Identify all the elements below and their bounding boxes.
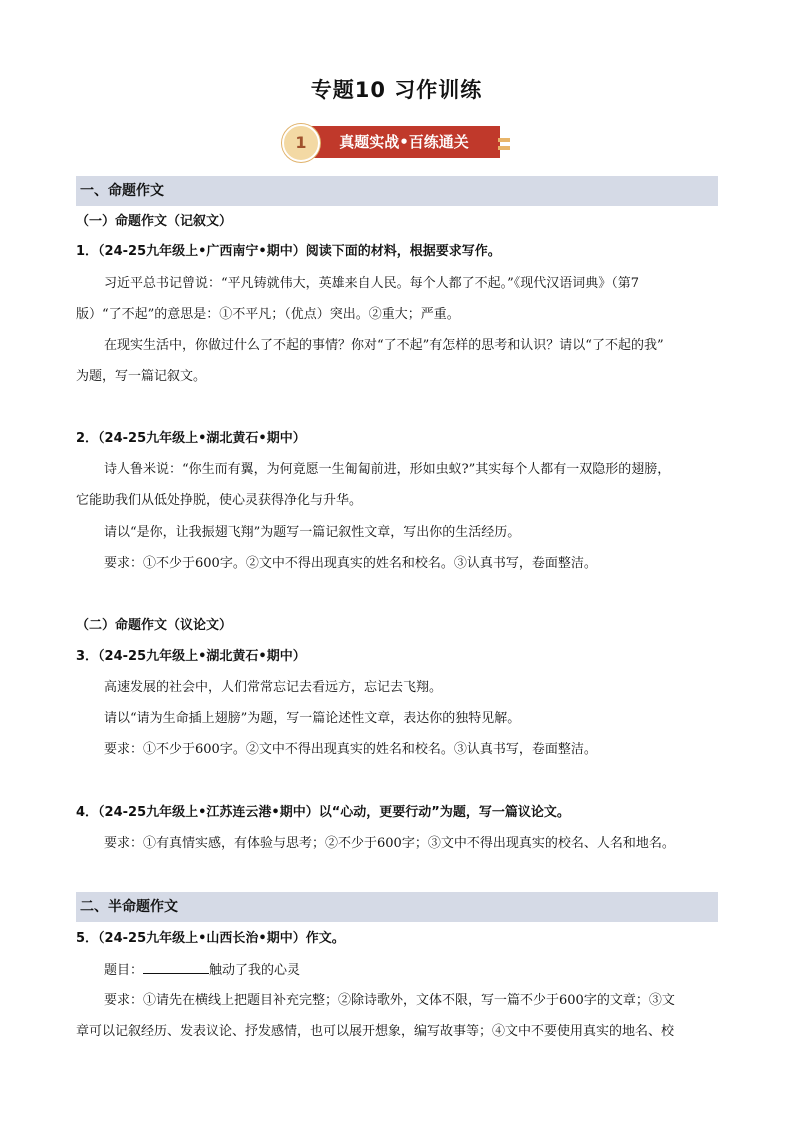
section-heading: 二、半命题作文	[76, 892, 718, 922]
question-heading: 2．（24-25九年级上•湖北黄石•期中）	[76, 431, 306, 446]
topic-prefix: 题目：	[104, 963, 144, 978]
topic-line	[104, 961, 300, 980]
paragraph-line: 在现实生活中，你做过什么了不起的事情？你对“了不起”有怎样的思考和认识？请以“了不起的我”	[104, 338, 664, 353]
section-heading: 一、命题作文	[76, 176, 718, 206]
subsection-heading: （一）命题作文（记叙文）	[76, 214, 233, 229]
banner-decoration	[498, 146, 510, 150]
paragraph-line: 要求：①不少于600字。②文中不得出现真实的姓名和校名。③认真书写，卷面整洁。	[104, 742, 597, 757]
paragraph-line: 诗人鲁米说：“你生而有翼，为何竟愿一生匍匐前进，形如虫蚁?”其实每个人都有一双隐形的翅膀，	[104, 462, 671, 477]
topic-suffix: 触动了我的心灵	[209, 963, 301, 978]
paragraph-line: 为题，写一篇记叙文。	[76, 369, 207, 384]
paragraph-line: 要求：①不少于600字。②文中不得出现真实的姓名和校名。③认真书写，卷面整洁。	[104, 556, 597, 571]
paragraph-line: 高速发展的社会中，人们常常忘记去看远方，忘记去飞翔。	[104, 680, 443, 695]
paragraph-line: 请以“请为生命插上翅膀”为题，写一篇论述性文章，表达你的独特见解。	[104, 711, 521, 726]
paragraph-line: 请以“是你，让我振翅飞翔”为题写一篇记叙性文章，写出你的生活经历。	[104, 525, 521, 540]
question-heading: 1．（24-25九年级上•广西南宁•期中）阅读下面的材料，根据要求写作。	[76, 244, 501, 259]
paragraph-line: 章可以记叙经历、发表议论、抒发感情，也可以展开想象，编写故事等；④文中不要使用真实的地名、校	[76, 1024, 675, 1039]
page-title: 专题10 习作训练	[310, 78, 483, 102]
topic-blank	[143, 961, 209, 974]
banner-number-badge: 1	[282, 124, 320, 162]
paragraph-line: 它能助我们从低处挣脱，使心灵获得净化与升华。	[76, 493, 363, 508]
section-banner	[282, 124, 512, 162]
question-heading: 5．（24-25九年级上•山西长治•期中）作文。	[76, 931, 345, 946]
banner-decoration	[498, 138, 510, 142]
banner-label: 真题实战•百练通关	[300, 126, 500, 158]
question-heading: 3．（24-25九年级上•湖北黄石•期中）	[76, 649, 306, 664]
subsection-heading: （二）命题作文（议论文）	[76, 618, 233, 633]
paragraph-line: 要求：①有真情实感，有体验与思考；②不少于600字；③文中不得出现真实的校名、人名和地名。	[104, 836, 675, 851]
question-heading: 4．（24-25九年级上•江苏连云港•期中）以“心动，更要行动”为题，写一篇议论文。	[76, 805, 570, 820]
paragraph-line: 习近平总书记曾说：“平凡铸就伟大，英雄来自人民。每个人都了不起。”《现代汉语词典》（第7	[104, 276, 640, 291]
paragraph-line: 要求：①请先在横线上把题目补充完整；②除诗歌外，文体不限，写一篇不少于600字的文章；③文	[104, 993, 675, 1008]
paragraph-line: 版）“了不起”的意思是：①不平凡；（优点）突出。②重大；严重。	[76, 307, 460, 322]
